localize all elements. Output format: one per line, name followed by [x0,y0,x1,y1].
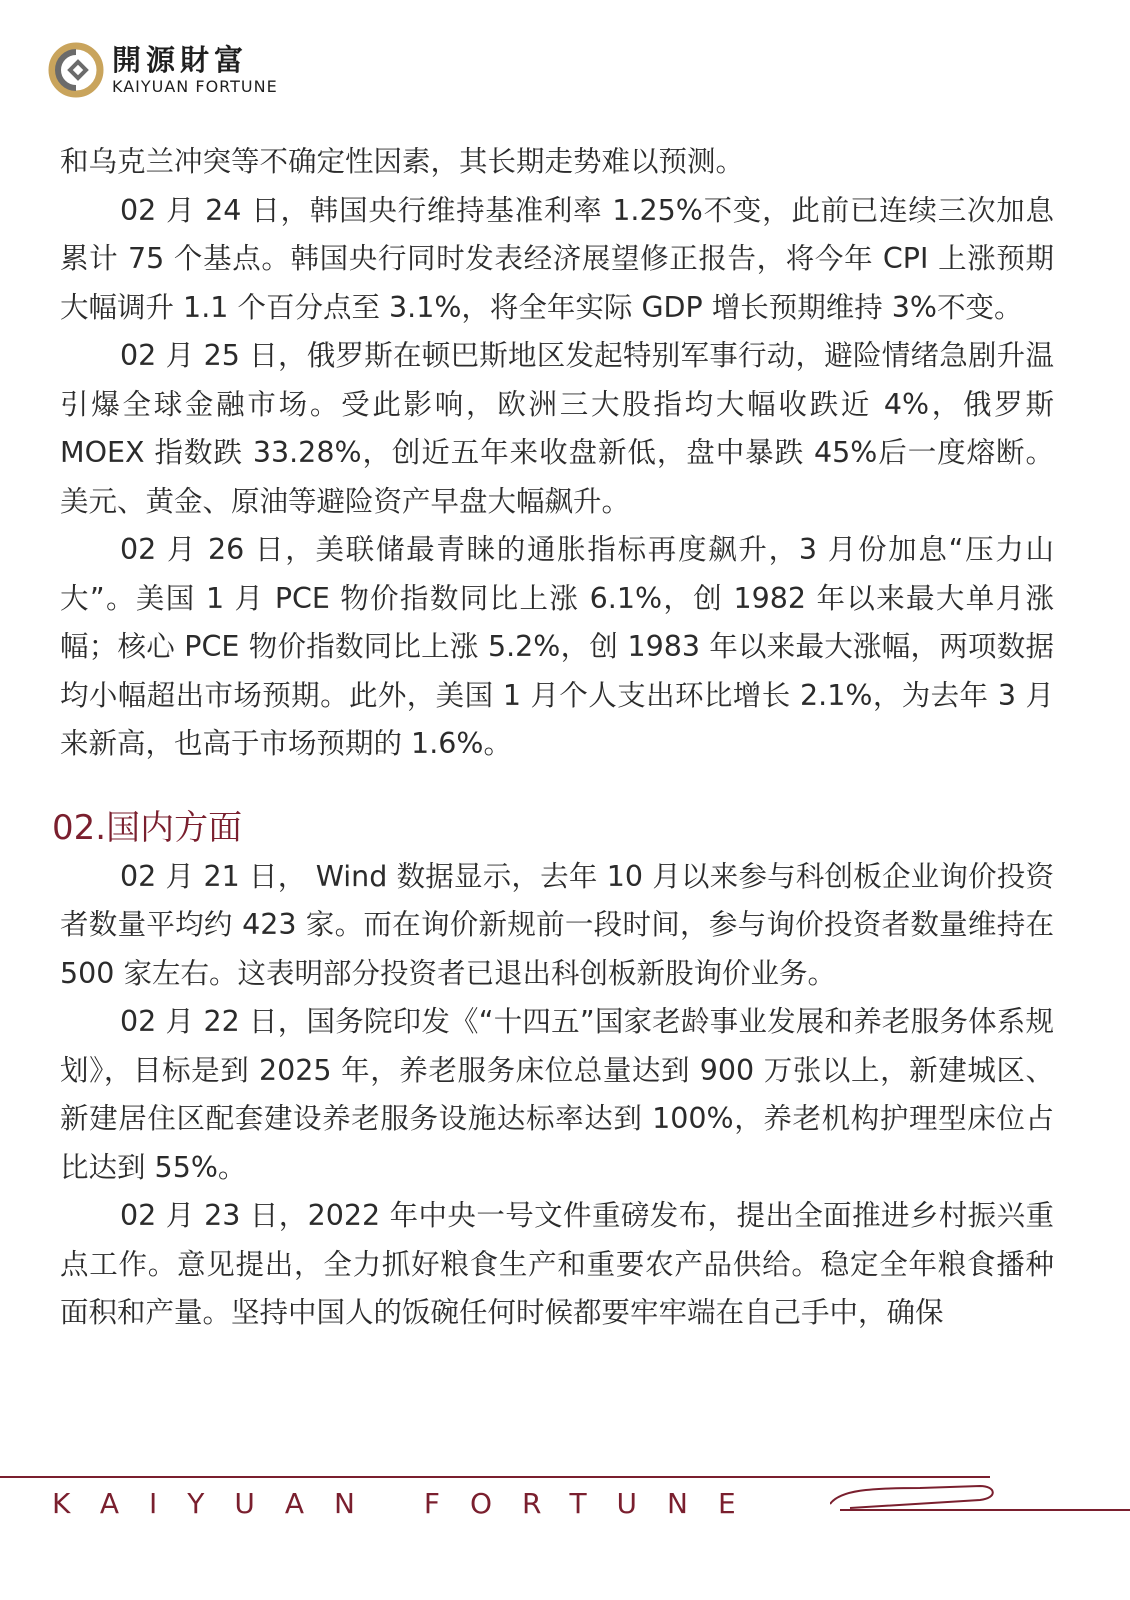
paragraph-elderly-plan: 02 月 22 日，国务院印发《“十四五”国家老龄事业发展和养老服务体系规划》，目标是到 2025 年，养老服务床位总量达到 900 万张以上，新建城区、新建居住区配套建设养老服务设施达标率达到 100%，养老机构护理型床位占比达到 55%。 [60,1005,1054,1184]
brand-block [112,43,278,97]
footer-brand-text: KAIYUAN FORTUNE [52,1487,766,1520]
paragraph-us-pce: 02 月 26 日，美联储最青睐的通胀指标再度飙升，3 月份加息“压力山大”。美国 1 月 PCE 物价指数同比上涨 6.1%，创 1982 年以来最大单月涨幅；核心 PCE 物价指数同比上涨 5.2%，创 1983 年以来最大涨幅，两项数据均小幅超出市场预期。此外，美国 1 月个人支出环比增长 2.1%，为去年 3 月来新高，也高于市场预期的 1.6%。 [60,533,1054,760]
kaiyuan-logo-icon [48,42,104,98]
section-heading-domestic: 02.国内方面 [52,807,243,848]
page-header [48,38,278,102]
paragraph-continuation: 和乌克兰冲突等不确定性因素，其长期走势难以预测。 [60,145,745,178]
document-body [52,138,1054,1338]
paragraph-korea-rate: 02 月 24 日，韩国央行维持基准利率 1.25%不变，此前已连续三次加息累计 75 个基点。韩国央行同时发表经济展望修正报告，将今年 CPI 上涨预期大幅调升 1.1 个百分点至 3.1%，将全年实际 GDP 增长预期维持 3%不变。 [60,193,1054,324]
paragraph-rural-document: 02 月 23 日，2022 年中央一号文件重磅发布，提出全面推进乡村振兴重点工作。意见提出，全力抓好粮食生产和重要农产品供给。稳定全年粮食播种面积和产量。坚持中国人的饭碗任何时候都要牢牢端在自己手中，确保 [60,1199,1054,1329]
page-footer [0,1468,1130,1548]
paragraph-russia-markets: 02 月 25 日，俄罗斯在顿巴斯地区发起特别军事行动，避险情绪急剧升温引爆全球金融市场。受此影响，欧洲三大股指均大幅收跌近 4%，俄罗斯 MOEX 指数跌 33.28%，创近五年来收盘新低，盘中暴跌 45%后一度熔断。美元、黄金、原油等避险资产早盘大幅飙升。 [60,339,1054,518]
brand-name-chinese: 開源財富 [112,43,249,77]
footer-swoosh-icon [830,1468,1130,1528]
brand-name-english: KAIYUAN FORTUNE [112,77,278,96]
paragraph-star-market: 02 月 21 日， Wind 数据显示，去年 10 月以来参与科创板企业询价投资者数量平均约 423 家。而在询价新规前一段时间，参与询价投资者数量维持在 500 家左右。这表明部分投资者已退出科创板新股询价业务。 [60,859,1054,990]
